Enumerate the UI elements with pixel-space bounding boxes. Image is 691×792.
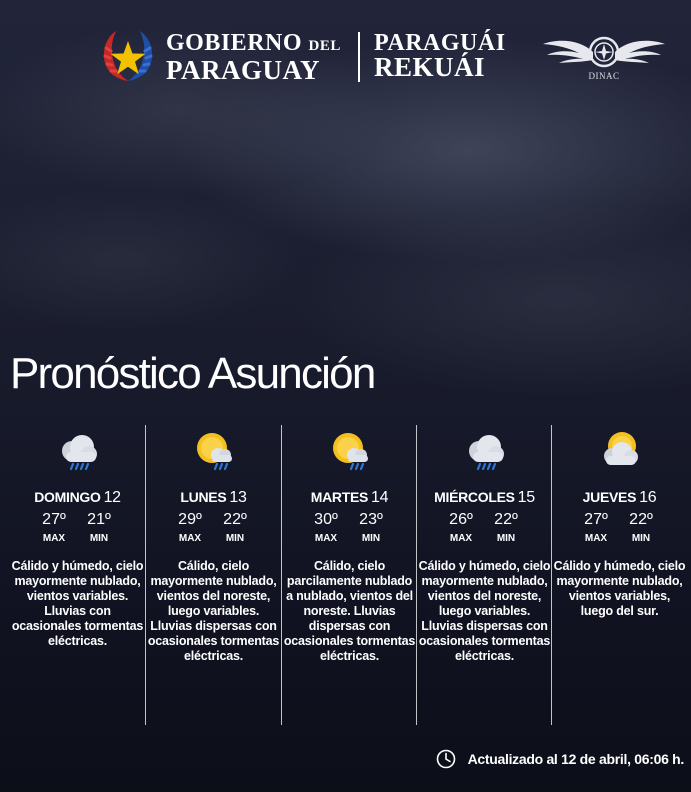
max-temp: 26º [449, 511, 473, 528]
max-label: MAX [314, 533, 338, 544]
max-temp: 29º [178, 511, 202, 528]
forecast-day-domingo [10, 425, 145, 725]
sun-cloud-rain-icon [328, 430, 372, 472]
paraguai-rekuai-logo [374, 30, 506, 82]
max-temp: 27º [42, 511, 66, 528]
min-temp: 21º [87, 511, 111, 528]
day-name: DOMINGO [34, 489, 101, 505]
gobierno-del-paraguay-logo [166, 30, 341, 85]
sun-cloud-icon [598, 430, 642, 472]
max-label: MAX [42, 533, 66, 544]
clock-icon [436, 749, 456, 769]
sun-cloud-rain-icon [192, 430, 236, 472]
min-label: MIN [89, 533, 109, 544]
day-description: Cálido y húmedo, cielo mayormente nublado, vientos variables. Lluvias con ocasionales tormentas eléctricas. [11, 559, 144, 648]
gov-line1-suffix: DEL [308, 38, 341, 54]
day-description: Cálido, cielo parcilamente nublado a nublado, vientos del noreste. Lluvias dispersas con ocasionales tormentas eléctricas. [283, 559, 416, 663]
gov-line2: PARAGUAY [166, 55, 321, 85]
day-date: 15 [517, 489, 535, 506]
dinac-label: DINAC [588, 71, 620, 81]
last-updated [436, 749, 684, 769]
min-label: MIN [496, 533, 516, 544]
forecast-day-miercoles [416, 425, 552, 725]
min-temp: 22º [629, 511, 653, 528]
max-temp: 30º [314, 511, 338, 528]
day-date: 13 [229, 489, 247, 506]
page-title: Pronóstico Asunción [10, 349, 375, 398]
forecast-panel [10, 425, 690, 725]
max-temp: 27º [584, 511, 608, 528]
day-date: 12 [103, 489, 121, 506]
min-label: MIN [361, 533, 381, 544]
max-label: MAX [178, 533, 202, 544]
day-date: 14 [371, 489, 389, 506]
forecast-day-lunes [145, 425, 281, 725]
min-temp: 23º [359, 511, 383, 528]
day-description: Cálido y húmedo, cielo mayormente nublado, vientos del noreste, luego variables. Lluvias dispersas con ocasionales tormentas eléctricas. [418, 559, 551, 663]
min-temp: 22º [494, 511, 518, 528]
gov-line1: GOBIERNO [166, 30, 303, 56]
cloud-rain-icon [56, 430, 100, 472]
day-name: LUNES [180, 489, 227, 505]
last-updated-text: Actualizado al 12 de abril, 06:06 h. [467, 751, 684, 767]
pr-line1: PARAGUÁI [374, 30, 506, 56]
day-date: 16 [639, 489, 657, 506]
forecast-day-martes [281, 425, 417, 725]
day-description: Cálido, cielo mayormente nublado, vientos del noreste, luego variables. Lluvias dispersas con ocasionales tormentas eléctricas. [147, 559, 280, 663]
day-name: MIÉRCOLES [434, 489, 515, 505]
day-description: Cálido y húmedo, cielo mayormente nublado, vientos variables, luego del sur. [553, 559, 686, 618]
day-name: MARTES [310, 489, 369, 505]
min-label: MIN [631, 533, 651, 544]
dinac-logo [541, 34, 667, 82]
max-label: MAX [449, 533, 473, 544]
dinac-wings-icon [541, 34, 667, 70]
paraguay-seal-icon [98, 28, 158, 86]
min-label: MIN [225, 533, 245, 544]
pr-line2: REKUÁI [374, 52, 486, 82]
forecast-day-jueves [551, 425, 687, 725]
header-divider [358, 32, 360, 82]
site-header [98, 28, 668, 86]
day-name: JUEVES [582, 489, 637, 505]
max-label: MAX [584, 533, 608, 544]
min-temp: 22º [223, 511, 247, 528]
cloud-rain-icon [463, 430, 507, 472]
